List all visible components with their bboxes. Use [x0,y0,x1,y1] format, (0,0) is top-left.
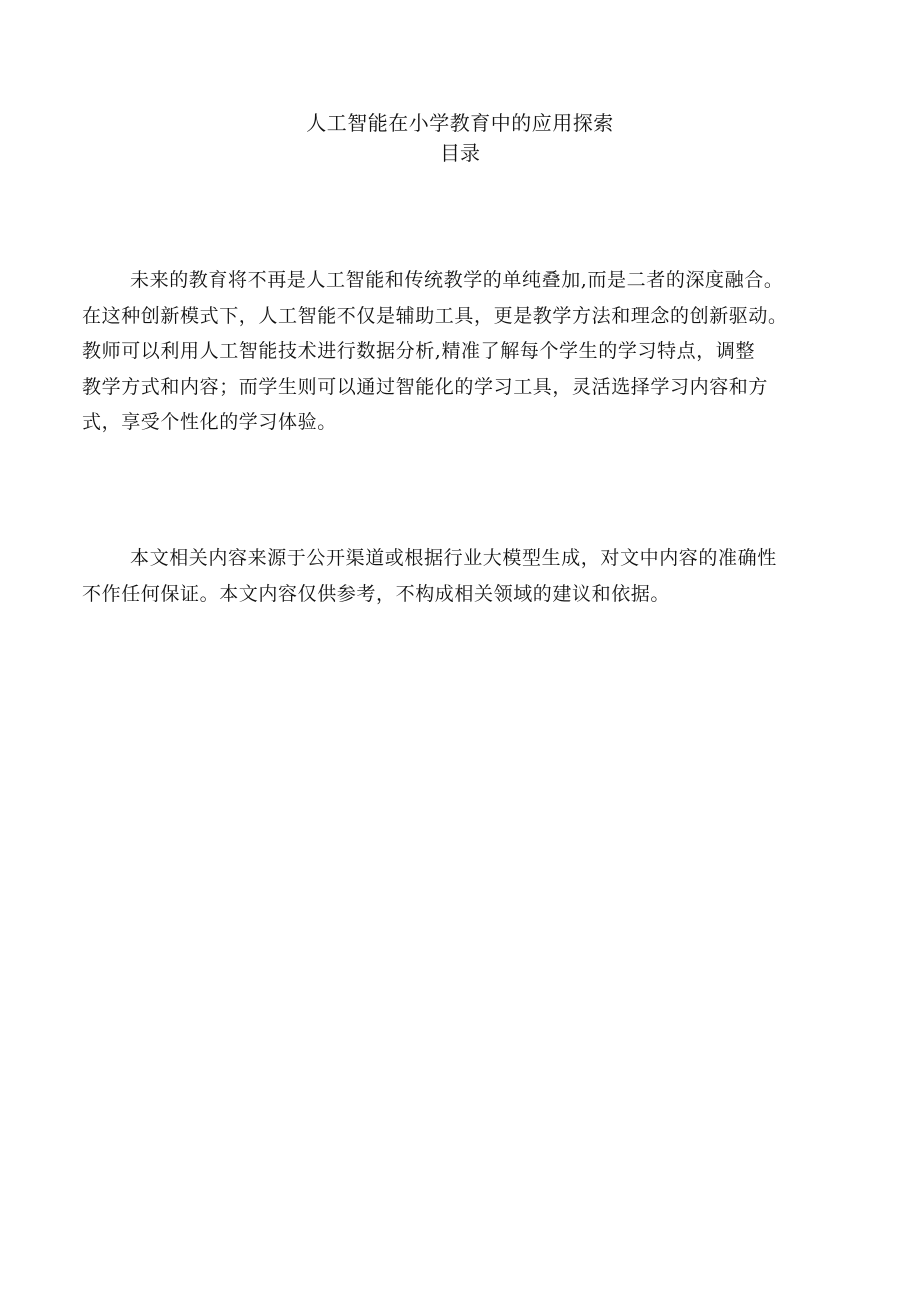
paragraph-intro [82,263,842,441]
document-title: 人工智能在小学教育中的应用探索 [306,111,614,135]
paragraph-line: 式，享受个性化的学习体验。 [82,411,337,433]
paragraph-line: 教学方式和内容；而学生则可以通过智能化的学习工具，灵活选择学习内容和方 [82,375,769,398]
toc-heading: 目录 [440,141,480,165]
paragraph-line: 在这种创新模式下，人工智能不仅是辅助工具，更是教学方法和理念的创新驱动。 [82,304,788,327]
paragraph-disclaimer [82,541,842,612]
paragraph-line: 本文相关内容来源于公开渠道或根据行业大模型生成，对文中内容的准确性 [130,547,777,569]
paragraph-line: 不作任何保证。本文内容仅供参考，不构成相关领域的建议和依据。 [82,582,671,605]
paragraph-line: 教师可以利用人工智能技术进行数据分析,精准了解每个学生的学习特点，调整 [82,340,756,362]
paragraph-line: 未来的教育将不再是人工智能和传统教学的单纯叠加,而是二者的深度融合。 [130,269,784,291]
